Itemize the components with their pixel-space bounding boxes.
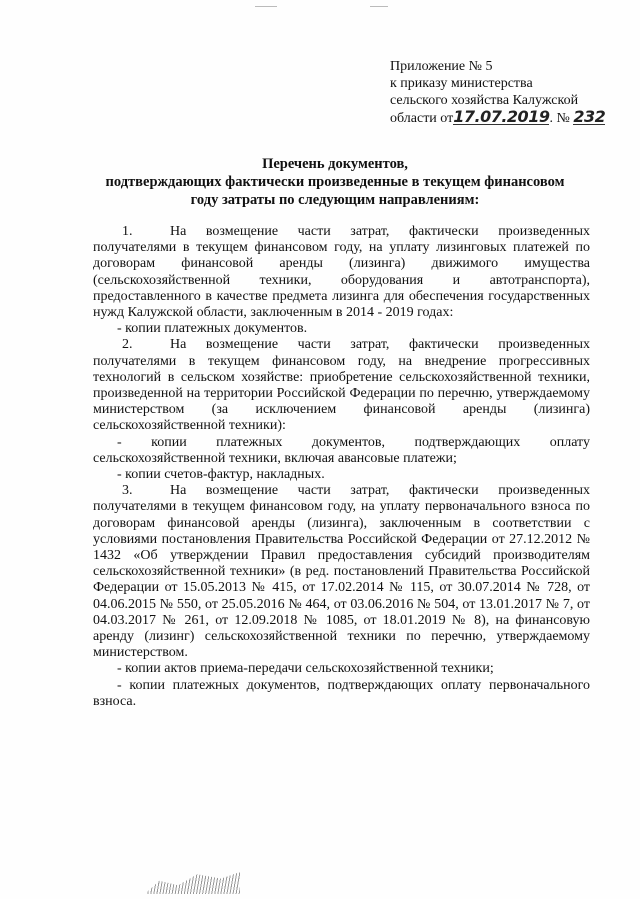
appendix-line: сельского хозяйства Калужской (390, 93, 579, 108)
appendix-number-prefix: . № (549, 111, 570, 126)
section-first-line: На возмещение части затрат, фактически произведенных (170, 337, 590, 353)
scan-stamp-artifact (145, 872, 240, 894)
section-3 (93, 483, 590, 710)
section-list-item: - копии платежных документов. (117, 321, 308, 337)
title-line: году затраты по следующим направлениям: (190, 192, 480, 208)
appendix-date-prefix: области от (390, 111, 454, 126)
scan-artifact (255, 6, 277, 7)
section-heading-line (117, 483, 590, 499)
section-number: 2. (122, 337, 133, 353)
handwritten-number: 232 (573, 107, 606, 126)
section-text: получателями в текущем финансовом году, на внедрение прогрессивных технологий в сельском хозяйстве: приобретение сельскохозяйственной техники, произведенной на территории Российской Федерации по перечню, утверждаемому министерством (за исключением финансовой аренды (лизинга) сельскохозяйственной техники): (93, 353, 590, 434)
section-number: 1. (122, 224, 133, 239)
appendix-line: к приказу министерства (390, 76, 533, 91)
section-text: получателями в текущем финансовом году, на уплату лизинговых платежей по договорам финансовой аренды (лизинга) движимого имущества (сельскохозяйственной техники, оборудования и автотранспорта), предоставленного в качестве предмета лизинга для обеспечения государственных нужд Калужской области, заключенным в 2014 - 2019 годах: (93, 240, 590, 321)
section-first-line: На возмещение части затрат, фактически произведенных (170, 224, 590, 239)
section-list-item: - копии платежных документов, подтверждающих оплату сельскохозяйственной техники, включая авансовые платежи; (93, 434, 590, 466)
handwritten-date: 17.07.2019 (453, 107, 550, 126)
appendix-date-line (390, 109, 620, 127)
title-line: Перечень документов, (262, 156, 408, 172)
section-list-item: - копии счетов-фактур, накладных. (117, 467, 325, 483)
section-heading-line (117, 337, 590, 353)
scan-artifact (370, 6, 388, 7)
section-heading-line (117, 224, 590, 240)
section-1 (93, 224, 590, 337)
section-number: 3. (122, 483, 133, 499)
section-first-line: На возмещение части затрат, фактически произведенных (170, 483, 590, 499)
appendix-header (390, 58, 620, 127)
section-list-item: - копии платежных документов, подтверждающих оплату первоначального взноса. (93, 677, 590, 709)
section-list-item: - копии актов приема-передачи сельскохозяйственной техники; (117, 661, 494, 677)
document-body (93, 224, 590, 710)
document-title (80, 155, 590, 209)
title-line: подтверждающих фактически произведенные в текущем финансовом (105, 174, 565, 190)
appendix-line: Приложение № 5 (390, 59, 493, 74)
section-text: получателями в текущем финансовом году, на уплату первоначального взноса по договорам финансовой аренды (лизинга), заключенным в соответствии с условиями постановления Правительства Российской Федерации от 27.12.2012 № 1432 «Об утверждении Правил предоставления субсидий производителям сельскохозяйственной техники» (в ред. постановлений Правительства Российской Федерации от 15.05.2013 № 415, от 17.02.2014 № 115, от 30.07.2014 № 728, от 04.06.2015 № 550, от 25.05.2016 № 464, от 03.06.2016 № 504, от 13.01.2017 № 7, от 04.03.2017 № 261, от 12.09.2018 № 1085, от 18.01.2019 № 8), на финансовую аренду (лизинг) сельскохозяйственной техники по перечню, утверждаемому министерством. (93, 499, 590, 661)
section-2 (93, 337, 590, 483)
